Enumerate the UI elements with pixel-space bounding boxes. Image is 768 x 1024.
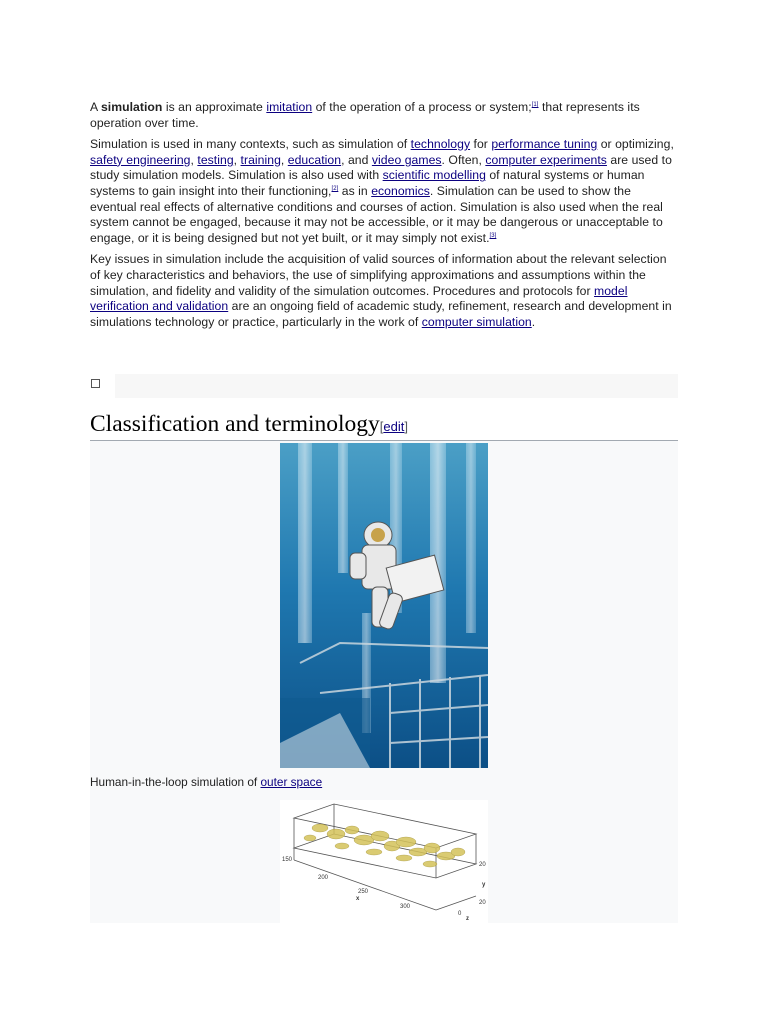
term-simulation: simulation xyxy=(100,100,163,114)
text: of natural systems or human systems to gain insight into their functioning, xyxy=(90,168,645,198)
link-computer-experiments[interactable]: computer experiments xyxy=(485,152,607,167)
z-axis-label: z xyxy=(466,916,469,922)
reference-3[interactable]: [3] xyxy=(489,232,497,239)
intro-paragraph-3 xyxy=(90,252,678,330)
text: . xyxy=(531,314,536,329)
text: , xyxy=(280,152,288,167)
link-training[interactable]: training xyxy=(240,152,281,167)
link-scientific-modelling[interactable]: scientific modelling xyxy=(382,168,486,183)
text: are an ongoing field of academic study, refinement, research and development in simulations technology or practice, particularly in the work of xyxy=(90,299,672,329)
link-imitation[interactable]: imitation xyxy=(266,100,313,114)
reference-1[interactable]: [1] xyxy=(531,102,539,108)
bracket: [ xyxy=(379,419,384,434)
section-heading xyxy=(90,411,678,441)
text: , xyxy=(190,152,198,167)
section-title: Classification and terminology xyxy=(90,411,380,437)
intro-paragraph-1 xyxy=(90,100,678,131)
text: for xyxy=(470,137,492,152)
plot-graphic xyxy=(280,800,488,923)
x-tick-label: 150 xyxy=(282,857,293,863)
link-technology[interactable]: technology xyxy=(410,137,471,152)
link-outer-space[interactable]: outer space xyxy=(260,775,323,789)
y-axis-label: y xyxy=(482,882,486,888)
x-tick-label: 200 xyxy=(318,875,329,881)
link-education[interactable]: education xyxy=(287,152,342,167)
link-performance-tuning[interactable]: performance tuning xyxy=(491,137,598,152)
toc-toggle-checkbox[interactable] xyxy=(91,379,100,388)
link-video-games[interactable]: video games xyxy=(371,152,442,167)
toc-bar xyxy=(115,374,678,398)
z-tick-label: 0 xyxy=(458,911,462,917)
photo-graphic xyxy=(280,443,488,768)
text: as in xyxy=(338,183,372,198)
bracket: ] xyxy=(404,419,408,434)
astronaut-underwater-photo[interactable] xyxy=(280,443,488,768)
z-tick-label: 20 xyxy=(479,862,486,868)
text: A xyxy=(90,100,101,114)
link-safety-engineering[interactable]: safety engineering xyxy=(90,152,191,167)
text: , and xyxy=(341,152,372,167)
figure-caption xyxy=(90,775,322,789)
link-model-verification[interactable]: model verification and validation xyxy=(90,283,628,314)
intro-paragraph-2 xyxy=(90,137,678,246)
reference-2[interactable]: [2] xyxy=(331,185,339,192)
article-body xyxy=(90,100,678,336)
text: or optimizing, xyxy=(597,137,674,152)
caption-text: Human-in-the-loop simulation of xyxy=(90,775,261,789)
z-tick-label: 20 xyxy=(479,900,486,906)
text: of the operation of a process or system; xyxy=(312,100,532,114)
text: , xyxy=(233,152,241,167)
x-tick-label: 300 xyxy=(400,904,411,910)
x-tick-label: 250 xyxy=(358,889,369,895)
x-axis-label: x xyxy=(356,896,360,902)
text: is an approximate xyxy=(162,100,267,114)
text: Key issues in simulation include the acquisition of valid sources of information about the relevant selection of key characteristics and behaviors, the use of simplifying approximations and assumptions within the simulation, and fidelity and validity of the simulation outcomes. Procedures and protocols for xyxy=(90,252,667,298)
text: Simulation is used in many contexts, such as simulation of xyxy=(90,137,411,152)
text: . Often, xyxy=(441,152,486,167)
edit-section xyxy=(380,419,408,434)
text: . Simulation can be used to show the eventual real effects of alternative conditions and courses of action. Simulation is also used when the real system cannot be engaged, because it may not be accessible, or it may be dangerous or unacceptable to engage, or it is being designed but not yet built, or it may simply not exist. xyxy=(90,183,663,245)
link-economics[interactable]: economics xyxy=(371,183,430,198)
edit-link[interactable]: edit xyxy=(383,419,405,434)
3d-simulation-plot[interactable] xyxy=(280,800,488,923)
text: are used to study simulation models. Simulation is also used with xyxy=(90,152,672,183)
link-computer-simulation[interactable]: computer simulation xyxy=(421,314,532,329)
text: that represents its operation over time. xyxy=(90,100,640,130)
link-testing[interactable]: testing xyxy=(197,152,234,167)
